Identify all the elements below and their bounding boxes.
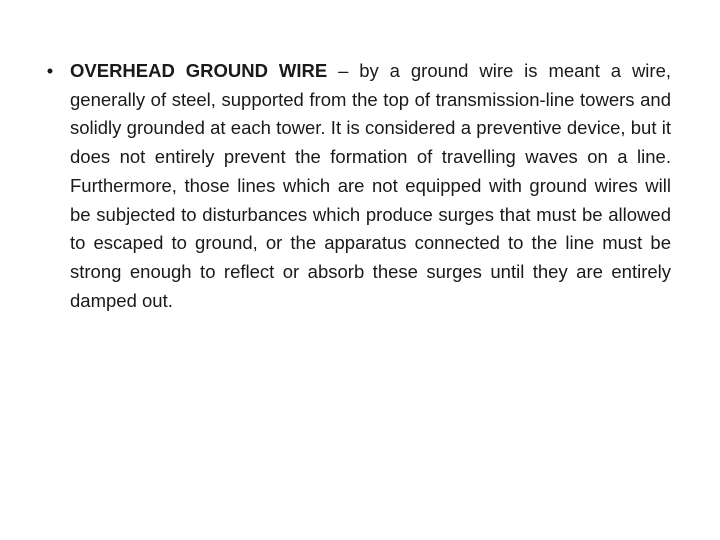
bullet-list	[0, 57, 720, 315]
term-definition: – by a ground wire is meant a wire, generally of steel, supported from the top of transmission-line towers and solidly grounded at each tower. It is considered a preventive device, but it does not entirely prevent the formation of travelling waves on a line. Furthermore, those lines which are not equipped with ground wires will be subjected to disturbances which produce surges that must be allowed to escaped to ground, or the apparatus connected to the line must be strong enough to reflect or absorb these surges until they are entirely damped out.	[70, 60, 671, 311]
bullet-icon: •	[46, 60, 54, 81]
term-heading: OVERHEAD GROUND WIRE	[70, 60, 328, 81]
bullet-item-overhead-ground-wire	[46, 57, 671, 315]
